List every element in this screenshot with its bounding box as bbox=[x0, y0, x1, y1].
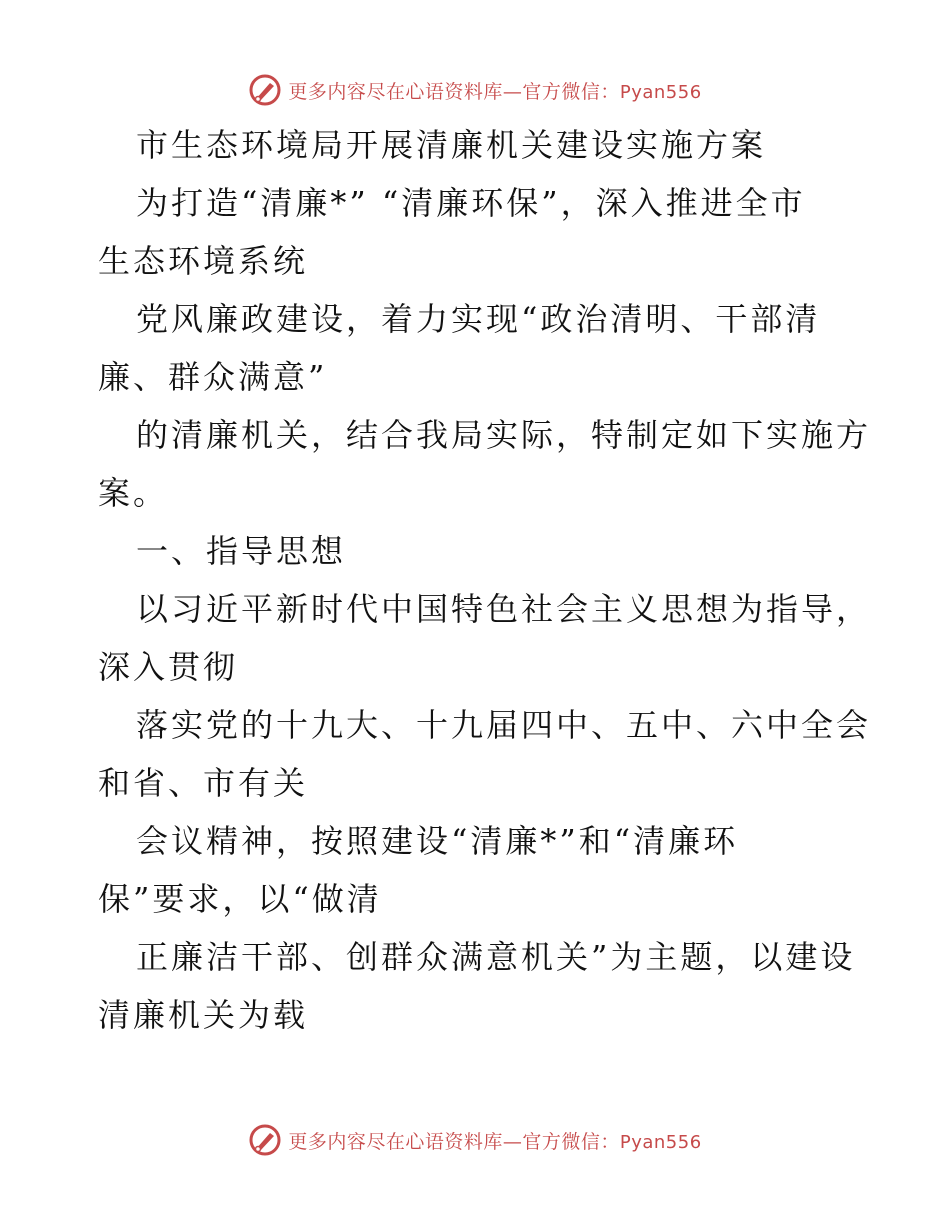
document-title: 市生态环境局开展清廉机关建设实施方案 bbox=[136, 126, 767, 164]
paragraph-line: 廉、群众满意” bbox=[98, 358, 328, 396]
paragraph-line: 深入贯彻 bbox=[98, 648, 239, 686]
pen-logo-icon bbox=[248, 1123, 282, 1157]
document-body bbox=[98, 116, 872, 1044]
watermark-wechat-id: Pyan556 bbox=[619, 81, 702, 103]
paragraph-line: 案。 bbox=[98, 474, 169, 512]
paragraph-line: 清廉机关为载 bbox=[98, 996, 309, 1034]
paragraph-line: 为打造“清廉*” “清廉环保”，深入推进全市 bbox=[136, 184, 806, 222]
header-watermark bbox=[0, 70, 950, 110]
paragraph-line: 的清廉机关，结合我局实际，特制定如下实施方 bbox=[136, 416, 872, 454]
footer-watermark bbox=[0, 1120, 950, 1160]
paragraph-line: 正廉洁干部、创群众满意机关”为主题，以建设 bbox=[136, 938, 856, 976]
paragraph-line: 和省、市有关 bbox=[98, 764, 309, 802]
watermark-text bbox=[288, 77, 701, 104]
watermark-text bbox=[288, 1127, 701, 1154]
paragraph-line: 会议精神，按照建设“清廉*”和“清廉环 bbox=[136, 822, 739, 860]
paragraph-line: 生态环境系统 bbox=[98, 242, 309, 280]
watermark-label: 更多内容尽在心语资料库—官方微信： bbox=[288, 1130, 620, 1153]
watermark-group bbox=[248, 1123, 701, 1157]
paragraph-line: 党风廉政建设，着力实现“政治清明、干部清 bbox=[136, 300, 821, 338]
section-heading: 一、指导思想 bbox=[136, 532, 347, 570]
watermark-wechat-id: Pyan556 bbox=[619, 1131, 702, 1153]
watermark-group bbox=[248, 73, 701, 107]
pen-logo-icon bbox=[248, 73, 282, 107]
watermark-label: 更多内容尽在心语资料库—官方微信： bbox=[288, 80, 620, 103]
paragraph-line: 以习近平新时代中国特色社会主义思想为指导， bbox=[136, 590, 872, 628]
paragraph-line: 落实党的十九大、十九届四中、五中、六中全会 bbox=[136, 706, 872, 744]
paragraph-line: 保”要求，以“做清 bbox=[98, 880, 382, 918]
